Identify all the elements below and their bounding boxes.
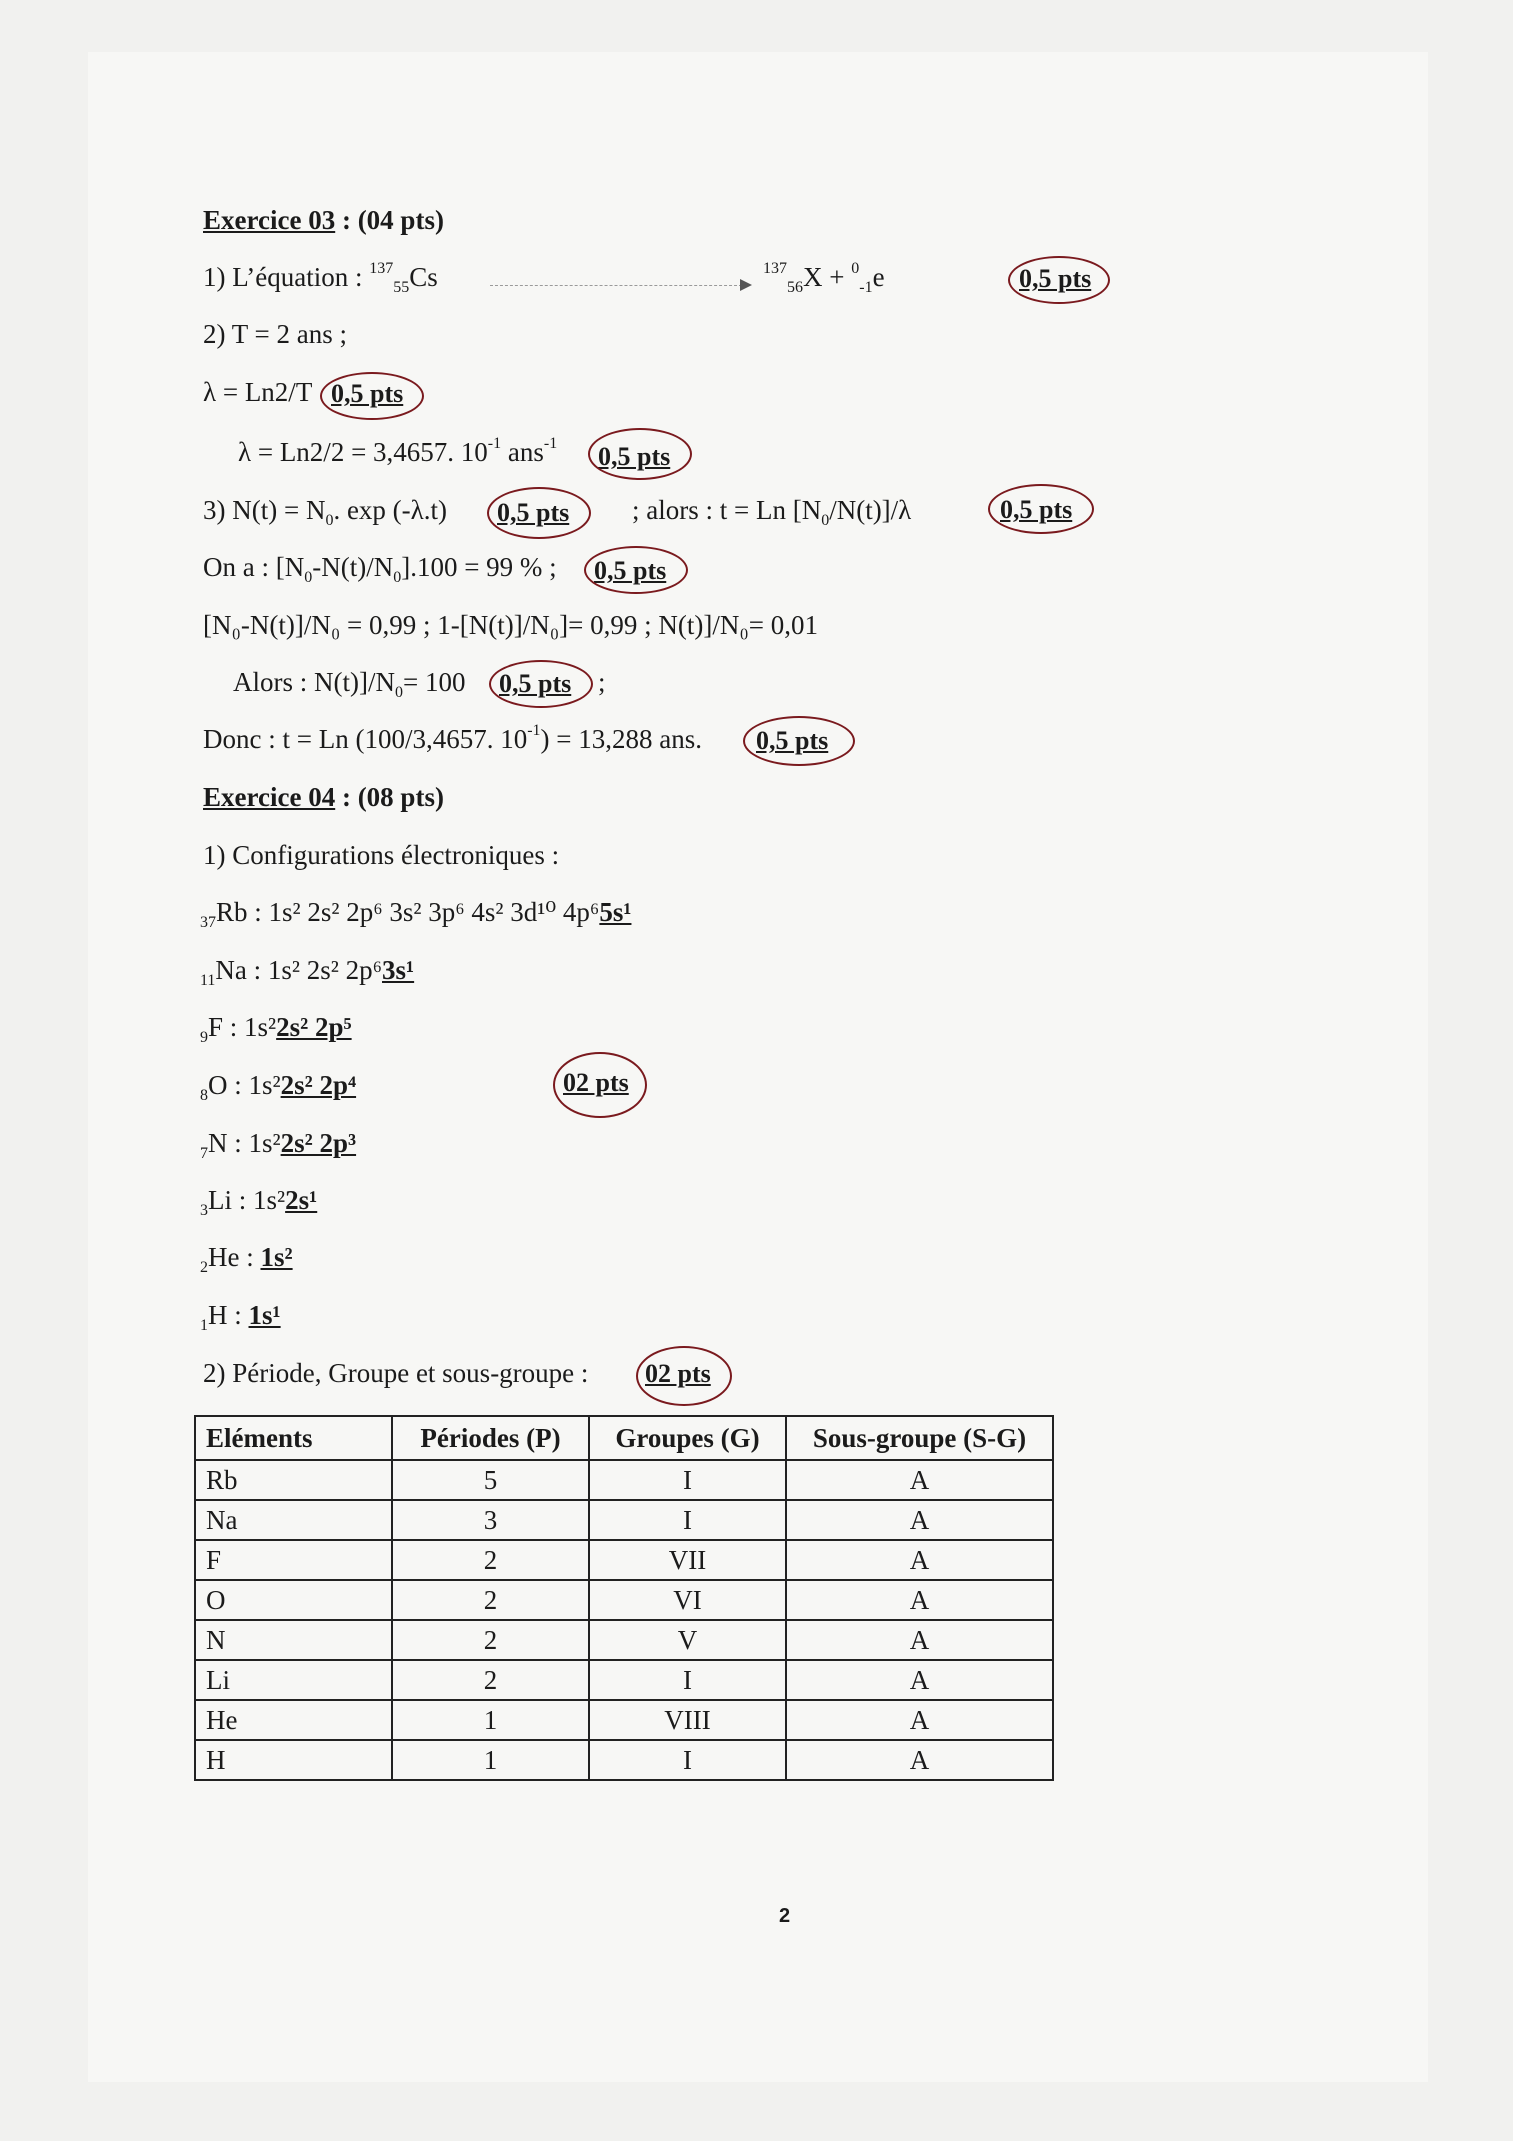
cell-period: 5 (392, 1460, 589, 1500)
table-row (195, 1740, 1053, 1780)
element-symbol: N (208, 1128, 228, 1158)
exercise-03-heading (203, 203, 444, 237)
reaction-arrow (490, 285, 742, 286)
lambda-value: λ = Ln2/2 = 3,4657. 10 (238, 437, 488, 467)
cell-subgroup: A (786, 1620, 1053, 1660)
config-valence-shell: 2s² 2p⁵ (276, 1012, 352, 1042)
config-inner-shells: : 1s² (227, 1128, 281, 1158)
header-groups: Groupes (G) (589, 1416, 786, 1460)
exercise-03-title: Exercice 03 (203, 205, 336, 235)
element-symbol: H (208, 1300, 228, 1330)
element-symbol: He (208, 1242, 240, 1272)
decay-law-line (203, 493, 448, 530)
time-formula-line (632, 493, 912, 530)
atomic-number: 9 (200, 1029, 208, 1047)
config-valence-shell: 2s² 2p³ (280, 1128, 357, 1158)
ratio-result-b: = 100 (402, 667, 466, 697)
ratio-result-a: Alors : N(t)]/N (233, 667, 395, 697)
percentage-sub1: 0 (304, 569, 313, 587)
cell-subgroup: A (786, 1700, 1053, 1740)
decay-law-sub: 0 (325, 512, 334, 530)
decay-law-a: 3) N(t) = N (203, 495, 326, 525)
table-row (195, 1460, 1053, 1500)
cell-subgroup: A (786, 1580, 1053, 1620)
table-row (195, 1500, 1053, 1540)
cell-subgroup: A (786, 1540, 1053, 1580)
percentage-line (203, 550, 557, 587)
equation-products (763, 260, 885, 297)
table-row (195, 1700, 1053, 1740)
x-mass-number: 137 (763, 260, 787, 277)
e-charge-number: -1 (859, 279, 873, 297)
config-line (200, 1068, 357, 1105)
element-symbol: F (208, 1012, 224, 1042)
config-valence-shell: 5s¹ (599, 897, 632, 927)
percentage-sub2: 0 (393, 569, 402, 587)
points-circle (489, 660, 593, 708)
cell-subgroup: A (786, 1500, 1053, 1540)
cell-element: Li (195, 1660, 392, 1700)
cell-group: I (589, 1500, 786, 1540)
equation-line (203, 260, 438, 297)
config-inner-shells: : 1s² (232, 1185, 286, 1215)
cell-group: I (589, 1740, 786, 1780)
points-circle (636, 1346, 732, 1406)
points-badge: 0,5 pts (1019, 264, 1092, 293)
config-valence-shell: 3s¹ (382, 955, 415, 985)
config-inner-shells: : (239, 1242, 261, 1272)
points-badge: 0,5 pts (756, 726, 829, 755)
table-row (195, 1580, 1053, 1620)
config-line (200, 895, 632, 932)
cell-period: 2 (392, 1540, 589, 1580)
cell-element: Rb (195, 1460, 392, 1500)
config-line (200, 953, 415, 990)
cell-period: 1 (392, 1740, 589, 1780)
points-circle (588, 428, 692, 480)
atomic-number: 3 (200, 1202, 208, 1220)
points-circle (320, 372, 424, 420)
points-badge: 0,5 pts (497, 498, 570, 527)
config-inner-shells: : 1s² (223, 1012, 277, 1042)
period-group-table (194, 1415, 1054, 1781)
final-time-a: Donc : t = Ln (100/3,4657. 10 (203, 724, 528, 754)
ratio-result-sub: 0 (394, 684, 403, 702)
cell-subgroup: A (786, 1740, 1053, 1780)
cell-period: 2 (392, 1580, 589, 1620)
points-circle (553, 1052, 647, 1118)
cell-group: I (589, 1460, 786, 1500)
config-line (200, 1298, 281, 1335)
element-symbol: Li (208, 1185, 232, 1215)
cell-group: VII (589, 1540, 786, 1580)
cell-element: F (195, 1540, 392, 1580)
points-circle (988, 484, 1094, 534)
final-time-b: ) = 13,288 ans. (540, 724, 702, 754)
atomic-number: 2 (200, 1259, 208, 1277)
element-symbol: O (208, 1070, 228, 1100)
lambda-definition: λ = Ln2/T (203, 377, 313, 407)
exercise-04-heading (203, 780, 444, 814)
points-badge: 0,5 pts (499, 669, 572, 698)
cell-group: VIII (589, 1700, 786, 1740)
points-badge: 0,5 pts (594, 556, 667, 585)
points-circle (743, 716, 855, 766)
points-badge: 02 pts (645, 1359, 711, 1388)
arrow-head-icon (740, 279, 752, 291)
header-subgroup: Sous-groupe (S-G) (786, 1416, 1053, 1460)
cell-period: 2 (392, 1620, 589, 1660)
atomic-number: 37 (200, 914, 216, 932)
points-badge: 0,5 pts (331, 379, 404, 408)
e-mass-number: 0 (851, 260, 860, 277)
config-line (200, 1010, 352, 1047)
points-badge: 02 pts (563, 1068, 629, 1097)
lambda-exponent: -1 (487, 435, 502, 452)
e-symbol: e (872, 262, 885, 292)
x-symbol: X + (803, 262, 852, 292)
cell-period: 1 (392, 1700, 589, 1740)
points-badge: 0,5 pts (1000, 495, 1073, 524)
config-line (200, 1240, 293, 1277)
cell-period: 3 (392, 1500, 589, 1540)
points-circle (487, 487, 591, 539)
exercise-03-points: : (04 pts) (335, 205, 444, 235)
time-formula-sub: 0 (821, 512, 830, 530)
table-question: 2) Période, Groupe et sous-groupe : (203, 1358, 589, 1388)
element-symbol: Na (215, 955, 247, 985)
config-valence-shell: 2s² 2p⁴ (280, 1070, 357, 1100)
time-formula-a: ; alors : t = Ln [N (632, 495, 822, 525)
cs-mass-number: 137 (369, 260, 394, 277)
table-header-row (195, 1416, 1053, 1460)
config-valence-shell: 1s² (260, 1242, 293, 1272)
points-badge: 0,5 pts (598, 442, 671, 471)
config-line (200, 1183, 318, 1220)
ratio-line: [N₀-N(t)]/N₀ = 0,99 ; 1-[N(t)]/N₀]= 0,99 ; N(t)]/N₀= 0,01 (203, 610, 818, 640)
cell-element: H (195, 1740, 392, 1780)
cell-element: Na (195, 1500, 392, 1540)
header-periods: Périodes (P) (392, 1416, 589, 1460)
element-symbol: Rb (216, 897, 248, 927)
decay-law-b: . exp (-λ.t) (333, 495, 448, 525)
configurations-heading: 1) Configurations électroniques : (203, 840, 560, 870)
points-circle (1008, 256, 1110, 304)
cell-element: He (195, 1700, 392, 1740)
cell-period: 2 (392, 1660, 589, 1700)
table-row (195, 1660, 1053, 1700)
final-time-exponent: -1 (527, 722, 541, 739)
config-valence-shell: 1s¹ (248, 1300, 281, 1330)
config-inner-shells: : 1s² 2s² 2p⁶ (246, 955, 383, 985)
atomic-number: 8 (200, 1087, 208, 1105)
equation-label: 1) L’équation : (203, 262, 370, 292)
percentage-c: ].100 = 99 % ; (401, 552, 557, 582)
table-row (195, 1540, 1053, 1580)
percentage-a: On a : [N (203, 552, 305, 582)
cell-group: V (589, 1620, 786, 1660)
header-elements: Eléments (195, 1416, 392, 1460)
exercise-04-points: : (08 pts) (335, 782, 444, 812)
cs-symbol: Cs (409, 262, 438, 292)
lambda-unit-exponent: -1 (543, 435, 558, 452)
cell-group: I (589, 1660, 786, 1700)
cell-subgroup: A (786, 1460, 1053, 1500)
page-number: 2 (779, 1905, 791, 1927)
config-inner-shells: : (227, 1300, 249, 1330)
cell-element: O (195, 1580, 392, 1620)
atomic-number: 11 (200, 972, 216, 990)
cs-atomic-number: 55 (393, 279, 410, 297)
atomic-number: 1 (200, 1317, 208, 1335)
exercise-04-title: Exercice 04 (203, 782, 336, 812)
cell-group: VI (589, 1580, 786, 1620)
config-valence-shell: 2s¹ (285, 1185, 318, 1215)
ratio-result-end: ; (598, 667, 606, 697)
cell-element: N (195, 1620, 392, 1660)
config-inner-shells: : 1s² (227, 1070, 281, 1100)
config-line (200, 1126, 357, 1163)
config-inner-shells: : 1s² 2s² 2p⁶ 3s² 3p⁶ 4s² 3d¹⁰ 4p⁶ (247, 897, 600, 927)
final-time-line (203, 722, 702, 756)
question-2-line: 2) T = 2 ans ; (203, 319, 347, 349)
time-formula-b: /N(t)]/λ (829, 495, 912, 525)
percentage-b: -N(t)/N (312, 552, 394, 582)
lambda-unit: ans (501, 437, 544, 467)
points-circle (584, 546, 688, 594)
atomic-number: 7 (200, 1145, 208, 1163)
ratio-result-line (233, 665, 466, 702)
cell-subgroup: A (786, 1660, 1053, 1700)
lambda-value-line (238, 435, 557, 469)
table-row (195, 1620, 1053, 1660)
x-atomic-number: 56 (787, 279, 803, 297)
